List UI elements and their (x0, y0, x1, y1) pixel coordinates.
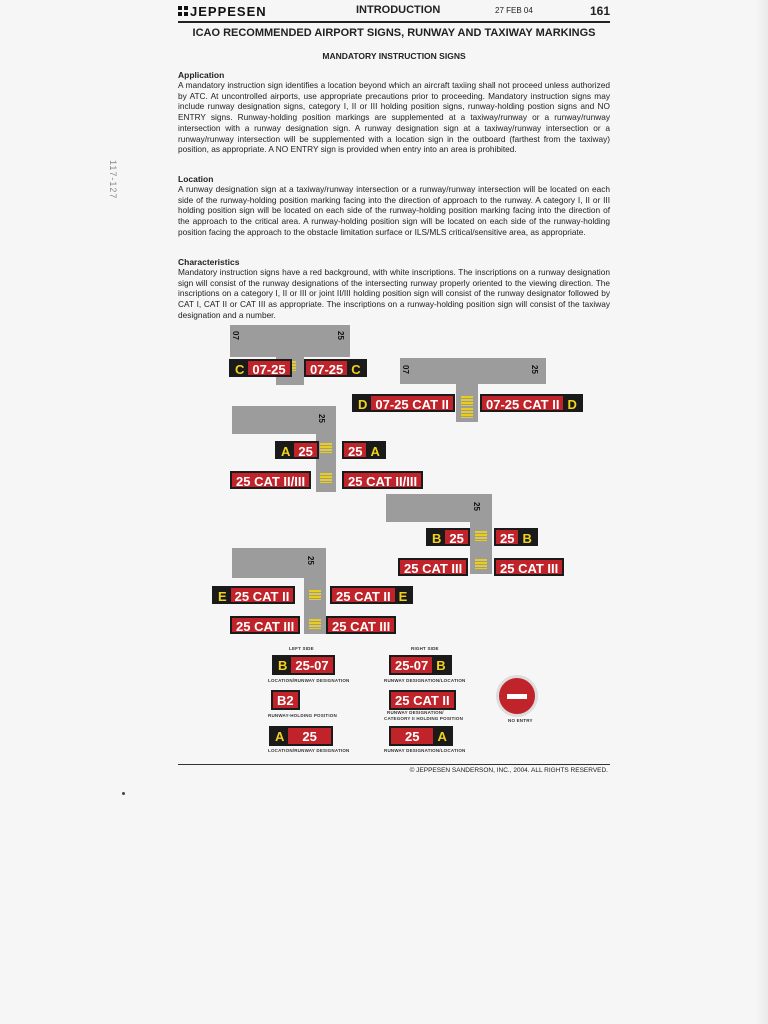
header-rule (178, 21, 610, 23)
sign-25-cat-ii-iii-left: 25 CAT II/III (230, 471, 311, 489)
sign-25-cat-iii-left: 25 CAT III (398, 558, 468, 576)
left-side-label: LEFT SIDE (289, 646, 314, 651)
legend-caption: RUNWAY-HOLDING POSITION (268, 713, 337, 718)
jeppesen-mark-icon (178, 6, 188, 17)
sign-25-cat-iii-left: 25 CAT III (230, 616, 300, 634)
section-text-characteristics: Mandatory instruction signs have a red background, with white inscriptions. The inscriptions on a runway designation sign will consist of the runway designations of the intersecting runway properly oriented to the viewing direction. The inscriptions on a category I, II or III or joint II/III holding position sign will consist of the runway designator followed by CAT I, CAT II or CAT III as appropriate. The inscriptions on a runway-holding position sign will consist of the taxiway designation and a number. (178, 267, 610, 320)
legend-sign-location-runway-a: A 25 (269, 726, 333, 746)
runway-label-07: 07 (230, 331, 240, 340)
legend-caption: RUNWAY DESIGNATION/LOCATION (384, 678, 466, 683)
margin-note: 117-127 (108, 160, 118, 200)
holding-position-marking (320, 473, 332, 483)
legend-sign-runway-location-a: 25 A (389, 726, 453, 746)
brand-logo (178, 4, 267, 19)
holding-position-marking (309, 590, 321, 600)
legend-sign-runway-location: 25-07 B (389, 655, 452, 675)
sign-25-cat-ii-iii-right: 25 CAT II/III (342, 471, 423, 489)
right-side-label: RIGHT SIDE (411, 646, 439, 651)
legend-caption: CATEGORY II HOLDING POSITION (384, 716, 464, 721)
sign-d-cat-ii-right: 07-25 CAT II D (480, 394, 583, 412)
runway-label-25: 25 (316, 414, 326, 423)
runway-label-25: 25 (335, 331, 345, 340)
section-heading-location: Location (178, 174, 214, 184)
sign-e-25-cat-ii-left: E 25 CAT II (212, 586, 295, 604)
sign-a-25-right: 25 A (342, 441, 386, 459)
page-header (178, 4, 610, 20)
page-subtitle: MANDATORY INSTRUCTION SIGNS (322, 51, 466, 61)
no-entry-sign-icon (496, 675, 538, 717)
legend-caption: RUNWAY DESIGNATION/ (387, 710, 444, 715)
legend-sign-runway-holding: B2 (271, 690, 300, 710)
sign-25-cat-iii-right: 25 CAT III (326, 616, 396, 634)
legend-caption: LOCATION/RUNWAY DESIGNATION (268, 748, 350, 753)
runway-pavement (230, 325, 350, 357)
page-number: 161 (589, 4, 610, 18)
legend-caption: LOCATION/RUNWAY DESIGNATION (268, 678, 350, 683)
runway-pavement (400, 358, 546, 384)
section-text-application: A mandatory instruction sign identifies a location beyond which an aircraft taxiing shall not proceed unless authorized by ATC. At uncontrolled airports, use appropriate precautions prior to proceeding. Mandatory instruction signs may include runway designation signs, category I, II or III holding position signs, runway-holding postion signs and NO ENTRY signs. Runway-holding position markings are supplemented at a taxiway/runway or a runway/runway intersection with a runway designation sign. A runway designation sign at a taxiway/runway intersection or a runway/runway intersection will be supplemented with a location sign in the outboard (farthest from the taxiway) position, as appropriate. A NO ENTRY sign is provided when entry into an area is prohibited. (178, 80, 610, 155)
runway-label-25: 25 (471, 502, 481, 511)
section-name: INTRODUCTION (356, 4, 441, 16)
sign-25-cat-iii-right: 25 CAT III (494, 558, 564, 576)
holding-position-marking (461, 396, 473, 406)
revision-date: 27 FEB 04 (495, 6, 533, 15)
legend-caption: RUNWAY DESIGNATION/LOCATION (384, 748, 466, 753)
holding-position-marking (475, 531, 487, 541)
sign-b-25-left: B 25 (426, 528, 470, 546)
runway-label-25: 25 (305, 556, 315, 565)
section-heading-application: Application (178, 70, 225, 80)
sign-a-25-left: A 25 (275, 441, 319, 459)
holding-position-marking (475, 559, 487, 569)
sign-e-25-cat-ii-right: 25 CAT II E (330, 586, 413, 604)
section-text-location: A runway designation sign at a taxiway/runway intersection or a runway/runway intersection will be located on each side of the runway-holding position marking facing into the direction of approach to the runway. A category I, II or III holding position sign will be located on each side of the runway-holding position marking facing into the direction of the approach to the critical area. A runway-holding position sign will be located on each side of the runway-holding position facing the approach to the obstacle limitation surface or ILS/MLS critical/sensitive area, as appropriate. (178, 184, 610, 237)
legend-caption: NO ENTRY (508, 718, 533, 723)
stray-mark (122, 792, 125, 795)
sign-c-07-25-right: 07-25 C (304, 359, 367, 377)
runway-label-25: 25 (529, 365, 539, 374)
sign-d-cat-ii-left: D 07-25 CAT II (352, 394, 455, 412)
scan-edge (756, 0, 768, 1024)
brand-name: JEPPESEN (190, 4, 267, 19)
holding-position-marking (461, 408, 473, 418)
page-title: ICAO RECOMMENDED AIRPORT SIGNS, RUNWAY AND TAXIWAY MARKINGS (192, 27, 596, 39)
runway-label-07: 07 (400, 365, 410, 374)
copyright-footer: © JEPPESEN SANDERSON, INC., 2004. ALL RIGHTS RESERVED. (409, 767, 608, 774)
legend-sign-location-runway: B 25-07 (272, 655, 335, 675)
footer-rule (178, 764, 610, 765)
sign-b-25-right: 25 B (494, 528, 538, 546)
sign-c-07-25-left: C 07-25 (229, 359, 292, 377)
holding-position-marking (309, 619, 321, 629)
legend-sign-cat-ii: 25 CAT II (389, 690, 456, 710)
section-heading-characteristics: Characteristics (178, 257, 240, 267)
holding-position-marking (320, 443, 332, 453)
